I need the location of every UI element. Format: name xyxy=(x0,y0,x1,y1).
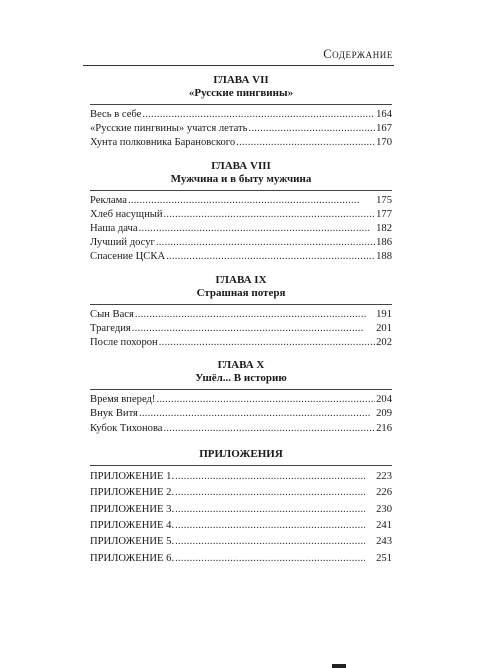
toc-entry-page: 243 xyxy=(376,536,392,548)
toc-entry-title: Трагедия xyxy=(90,322,131,334)
dot-leader xyxy=(236,136,375,150)
chapter-number: ГЛАВА VII xyxy=(213,74,269,86)
chapter-number: ГЛАВА X xyxy=(217,359,265,372)
toc-entry-title: Время вперед! xyxy=(90,394,156,406)
header-rule xyxy=(83,65,394,66)
dot-leader xyxy=(164,208,376,222)
toc-entry[interactable] xyxy=(90,551,392,567)
dot-leader xyxy=(142,108,375,122)
dot-leader xyxy=(159,336,375,350)
toc-entry[interactable] xyxy=(90,336,392,350)
dot-leader xyxy=(139,222,376,236)
dot-leader xyxy=(139,407,375,421)
toc-entry[interactable] xyxy=(90,136,392,150)
toc-entry-page: 191 xyxy=(376,308,392,320)
appendix-rule xyxy=(90,465,392,466)
toc-entry-page: 167 xyxy=(376,123,392,135)
toc-entry-page: 175 xyxy=(376,194,392,206)
toc-entry-title: ПРИЛОЖЕНИЕ 2. xyxy=(90,487,175,499)
toc-entry-page: 188 xyxy=(376,251,392,263)
toc-entry-title: Весь в себе xyxy=(90,109,142,120)
dot-leader xyxy=(128,194,375,208)
chapter-rule xyxy=(90,389,392,390)
dot-leader xyxy=(175,469,365,485)
chapter-number: ГЛАВА IX xyxy=(215,273,267,286)
toc-entry-title: ПРИЛОЖЕНИЕ 5. xyxy=(90,536,175,548)
dot-leader xyxy=(132,322,375,336)
toc-entry[interactable] xyxy=(90,236,392,250)
toc-entry[interactable] xyxy=(90,518,392,534)
dot-leader xyxy=(164,422,376,436)
toc-entry-page: 230 xyxy=(376,503,392,515)
chapter-title: Ушёл... В историю xyxy=(195,372,287,385)
toc-entry-title: «Русские пингвины» учатся летать xyxy=(90,123,248,135)
dot-leader xyxy=(175,518,365,534)
chapter-rule xyxy=(90,304,392,305)
chapter-title: «Русские пингвины» xyxy=(188,87,294,99)
chapter-title: Страшная потеря xyxy=(196,286,286,299)
toc-entry[interactable] xyxy=(90,222,392,236)
toc-entry[interactable] xyxy=(90,393,392,407)
toc-entry-title: ПРИЛОЖЕНИЕ 1. xyxy=(90,470,175,482)
toc-entry-page: 204 xyxy=(376,394,392,406)
running-head: Содержание xyxy=(323,47,393,61)
toc-entry-title: Реклама xyxy=(90,194,127,206)
toc-entry-title: Хунта полковника Барановского xyxy=(90,137,236,149)
chapter-section xyxy=(90,74,392,151)
dot-leader xyxy=(175,551,365,567)
toc-entry[interactable] xyxy=(90,250,392,264)
toc-entry-title: Внук Витя xyxy=(90,408,138,420)
toc-entry-page: 201 xyxy=(376,322,392,334)
toc-entry-page: 170 xyxy=(376,137,392,149)
toc-entry-page: 182 xyxy=(376,223,392,235)
toc-entry-page: 186 xyxy=(376,237,392,249)
dot-leader xyxy=(248,122,375,136)
toc-entry-title: ПРИЛОЖЕНИЕ 4. xyxy=(90,520,175,532)
appendix-section xyxy=(90,448,392,567)
toc-entry-page: 251 xyxy=(376,552,392,564)
toc-entry-page: 241 xyxy=(376,520,392,532)
toc-entry-title: Спасение ЦСКА xyxy=(90,251,166,263)
toc-entry-title: После похорон xyxy=(90,337,158,349)
toc-entry[interactable] xyxy=(90,122,392,136)
dot-leader xyxy=(156,393,375,407)
chapter-section xyxy=(90,359,392,436)
dot-leader xyxy=(166,250,375,264)
toc-entry-page: 177 xyxy=(376,208,392,220)
toc-entry-title: Сын Вася xyxy=(90,308,134,320)
toc-entry[interactable] xyxy=(90,422,392,436)
appendix-heading: ПРИЛОЖЕНИЯ xyxy=(199,447,283,460)
toc-entry-page: 226 xyxy=(376,487,392,499)
chapter-title: Мужчина и в быту мужчина xyxy=(170,172,312,185)
toc-entry[interactable] xyxy=(90,194,392,208)
toc-entry[interactable] xyxy=(90,485,392,501)
toc-entry-title: ПРИЛОЖЕНИЕ 3. xyxy=(90,503,175,515)
dot-leader xyxy=(175,485,365,501)
dot-leader xyxy=(156,236,375,250)
toc-entry-title: Лучший досуг xyxy=(90,237,155,249)
toc-entry[interactable] xyxy=(90,502,392,518)
toc-entry[interactable] xyxy=(90,322,392,336)
dot-leader xyxy=(135,308,375,322)
toc-entry-title: Хлеб насущный xyxy=(90,208,163,220)
toc-entry[interactable] xyxy=(90,469,392,485)
toc-entry[interactable] xyxy=(90,308,392,322)
page-folio-mark xyxy=(332,664,346,668)
toc-entry-page: 223 xyxy=(376,470,392,482)
chapter-section xyxy=(90,274,392,351)
toc-entry-page: 216 xyxy=(376,422,392,434)
toc-entry[interactable] xyxy=(90,534,392,550)
chapter-rule xyxy=(90,104,392,105)
toc-entry-title: Наша дача xyxy=(90,223,138,235)
dot-leader xyxy=(175,502,365,518)
chapter-rule xyxy=(90,190,392,191)
toc-entry-page: 209 xyxy=(376,408,392,420)
toc-entry-title: ПРИЛОЖЕНИЕ 6. xyxy=(90,552,175,564)
toc-entry-page: 164 xyxy=(376,109,392,120)
toc-entry-page: 202 xyxy=(376,337,392,349)
toc-entry-title: Кубок Тихонова xyxy=(90,422,163,434)
dot-leader xyxy=(175,534,365,550)
toc-entry[interactable] xyxy=(90,108,392,122)
toc-entry[interactable] xyxy=(90,407,392,421)
toc-entry[interactable] xyxy=(90,208,392,222)
chapter-section xyxy=(90,160,392,265)
chapter-number: ГЛАВА VIII xyxy=(211,159,271,172)
table-of-contents xyxy=(90,74,392,576)
